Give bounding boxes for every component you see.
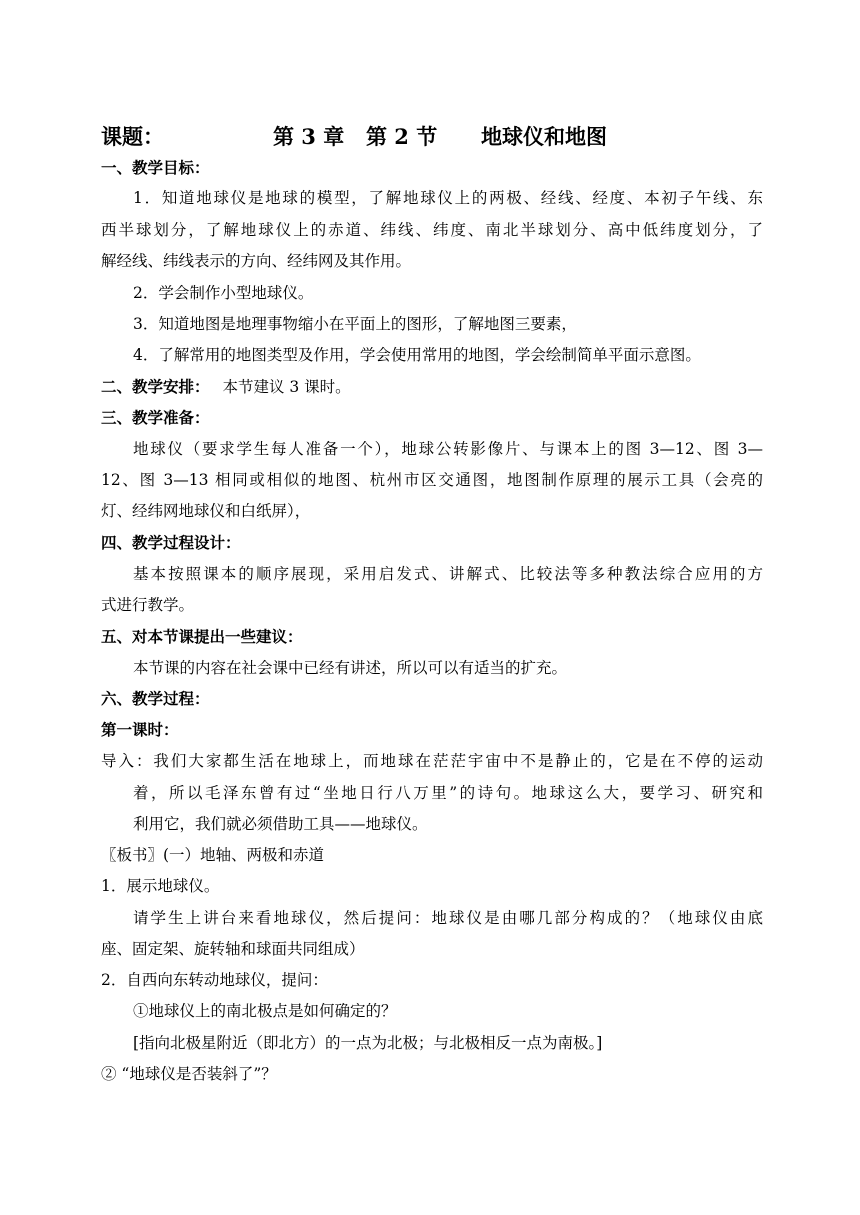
- arrangement-text: 本节建议 3 课时。: [222, 378, 351, 396]
- step-1-line-1: 请学生上讲台来看地球仪，然后提问：地球仪是由哪几部分构成的？（地球仪由底: [133, 909, 763, 927]
- preparation-line-2: 12、图 3—13 相同或相似的地图、杭州市区交通图，地图制作原理的展示工具（会亮的: [101, 471, 763, 489]
- objective-1-line-3: 解经线、纬线表示的方向、经纬网及其作用。: [101, 252, 412, 270]
- lesson-1-heading: 第一课时：: [101, 720, 179, 739]
- objective-3: 3．知道地图是地理事物缩小在平面上的图形，了解地图三要素，: [133, 315, 577, 333]
- preparation-line-1: 地球仪（要求学生每人准备一个），地球公转影像片、与课本上的图 3—12、图 3—: [133, 440, 763, 458]
- intro-line-1: 导入：我们大家都生活在地球上，而地球在茫茫宇宙中不是静止的，它是在不停的运动: [101, 752, 763, 770]
- section-heading-preparation: 三、教学准备：: [101, 408, 210, 427]
- objective-1-line-1: 1．知道地球仪是地球的模型，了解地球仪上的两极、经线、经度、本初子午线、东: [133, 189, 763, 207]
- title-section: 第 2 节: [366, 124, 438, 149]
- board-note: 〖板书〗(一）地轴、两极和赤道: [101, 846, 325, 864]
- title-name: 地球仪和地图: [481, 124, 607, 149]
- question-1: ①地球仪上的南北极点是如何确定的？: [133, 1002, 397, 1020]
- title-chapter: 第 3 章: [273, 124, 345, 149]
- section-heading-teaching-process: 六、教学过程：: [101, 689, 210, 708]
- objective-2: 2．学会制作小型地球仪。: [133, 284, 314, 302]
- objective-1-line-2: 西半球划分，了解地球仪上的赤道、纬线、纬度、南北半球划分、高中低纬度划分，了: [101, 221, 763, 239]
- section-heading-suggestions: 五、对本节课提出一些建议：: [101, 627, 303, 646]
- question-2: ② “地球仪是否装斜了”？: [101, 1065, 277, 1083]
- step-1-line-2: 座、固定架、旋转轴和球面共同组成）: [101, 940, 365, 958]
- intro-line-2: 着，所以毛泽东曾有过“坐地日行八万里”的诗句。地球这么大，要学习、研究和: [133, 784, 763, 802]
- process-design-line-1: 基本按照课本的顺序展现，采用启发式、讲解式、比较法等多种教法综合应用的方: [133, 565, 763, 583]
- answer-1: [指向北极星附近（即北方）的一点为北极；与北极相反一点为南极。]: [133, 1034, 603, 1052]
- title-label: 课题：: [101, 124, 164, 149]
- suggestions-text: 本节课的内容在社会课中已经有讲述，所以可以有适当的扩充。: [133, 659, 568, 677]
- section-arrangement: [101, 377, 351, 397]
- objective-4: 4．了解常用的地图类型及作用，学会使用常用的地图，学会绘制简单平面示意图。: [133, 346, 701, 364]
- section-heading-arrangement: 二、教学安排：: [101, 377, 210, 396]
- section-heading-process-design: 四、教学过程设计：: [101, 533, 241, 552]
- step-1: 1．展示地球仪。: [101, 877, 220, 895]
- step-2: 2．自西向东转动地球仪，提问：: [101, 971, 328, 989]
- preparation-line-3: 灯、经纬网地球仪和白纸屏），: [101, 502, 311, 520]
- process-design-line-2: 式进行教学。: [101, 596, 195, 614]
- intro-line-3: 利用它，我们就必须借助工具——地球仪。: [133, 815, 428, 833]
- section-heading-objectives: 一、教学目标：: [101, 158, 210, 177]
